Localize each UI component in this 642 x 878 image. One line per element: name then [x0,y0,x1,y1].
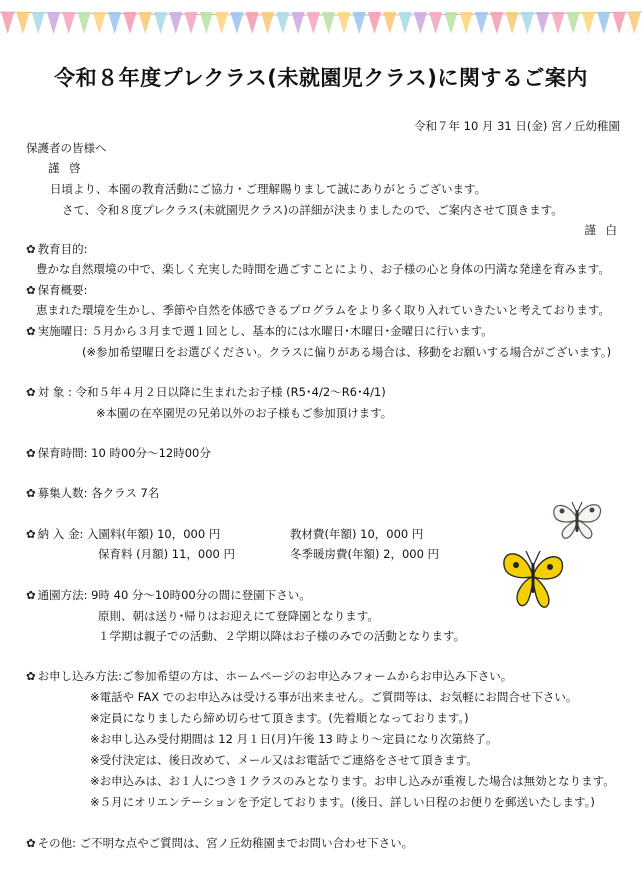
butterfly-white-icon [548,498,606,542]
flower-bullet-icon: ✿ [26,385,36,399]
overview-text: 恵まれた環境を生かし、季節や自然を体感できるプログラムをより多く取り入れていきたいと考えております。 [36,303,610,317]
bunting-pennant [291,12,304,34]
days-heading [26,323,493,339]
bunting-pennant [353,12,366,34]
flower-bullet-icon: ✿ [26,836,36,850]
capacity-label: 募集人数: [37,486,88,500]
flower-bullet-icon: ✿ [26,324,36,338]
flower-bullet-icon: ✿ [26,486,36,500]
bunting-pennant [307,12,320,34]
goal-heading [26,241,88,257]
bunting-pennant [536,12,549,34]
bunting-pennant [1,12,14,34]
bunting-pennant [32,12,45,34]
bunting-pennant [551,12,564,34]
bunting-pennant [368,12,381,34]
bunting-pennant [460,12,473,34]
bunting-pennant [567,12,580,34]
bunting-pennant [215,12,228,34]
bunting-pennant [322,12,335,34]
bunting-pennant [261,12,274,34]
bunting-pennant [169,12,182,34]
other-text: ご不明な点やご質問は、宮ノ丘幼稚園までお問い合わせ下さい。 [79,836,414,850]
capacity-text: 各クラス 7名 [91,486,160,500]
apply-note-5: ※お申込みは、お１人につき１クラスのみとなります。お申し込みが重複した場合は無効となります。 [90,774,615,788]
target-text: 令和５年４月２日以降に生まれたお子様 (R5･4/2～R6･4/1) [75,385,386,399]
apply-heading [26,668,512,684]
bunting-pennant [490,12,503,34]
flower-bullet-icon: ✿ [26,527,36,541]
butterfly-yellow-icon [500,543,568,613]
overview-label: 保育概要: [37,283,88,297]
flower-bullet-icon: ✿ [26,283,36,297]
bunting-pennant [398,12,411,34]
greeting-open: 謹 啓 [48,161,84,175]
goal-text: 豊かな自然環境の中で、楽しく充実した時間を過ごすことにより、お子様の心と身体の円満な発達を育みます。 [36,262,610,276]
flower-bullet-icon: ✿ [26,242,36,256]
fee-care: 保育料 (月額) 11，000 円 [98,547,236,561]
bunting-pennant [521,12,534,34]
bunting-pennant [123,12,136,34]
bunting-pennant [628,12,641,34]
capacity-heading [26,485,159,501]
bunting-pennant [16,12,29,34]
date-line: 令和７年 10 月 31 日(金) 宮ノ丘幼稚園 [413,119,620,133]
hours-label: 保育時間: [37,446,88,460]
fee-label: 納 入 金: [37,527,84,541]
bunting-pennant [276,12,289,34]
other-heading [26,835,413,851]
commute-text: 9時 40 分～10時00分の間に登園下さい。 [91,588,311,602]
commute-note-2: １学期は親子での活動、２学期以降はお子様のみでの活動となります。 [98,629,466,643]
days-note: (※参加希望曜日をお選びください。クラスに偏りがある場合は、移動をお願いする場合がございます。) [82,345,612,359]
bunting-pennant [77,12,90,34]
commute-label: 通園方法: [37,588,88,602]
apply-note-6: ※５月にオリエンテーションを予定しております。(後日、詳しい日程のお便りを郵送いたします。) [90,795,595,809]
bunting-pennant [337,12,350,34]
apply-note-4: ※受付決定は、後日改めて、メール又はお電話でご連絡をさせて頂きます。 [90,753,478,767]
days-text: ５月から３月まで週１回とし、基本的には水曜日･木曜日･金曜日に行います。 [91,324,493,338]
bunting-pennant [246,12,259,34]
bunting-pennant [184,12,197,34]
bunting-pennant [505,12,518,34]
bunting-pennant [429,12,442,34]
bunting-pennant [612,12,625,34]
hours-heading [26,445,211,461]
target-label: 対 象 : [37,385,72,399]
bunting-pennant [200,12,213,34]
bunting-pennant [230,12,243,34]
bunting-pennant [108,12,121,34]
commute-heading [26,587,311,603]
goal-label: 教育目的: [37,242,88,256]
other-label: その他: [37,836,77,850]
bunting-pennant [597,12,610,34]
fee-enroll: 入園料(年額) 10，000 円 [86,527,221,541]
bunting-pennant [154,12,167,34]
bunting-pennant [47,12,60,34]
intro-line-1: 日頃より、本園の教育活動にご協力・ご理解賜りまして誠にありがとうございます。 [50,182,487,196]
target-note: ※本園の在卒園児の兄弟以外のお子様もご参加頂けます。 [96,406,393,420]
apply-text: ご参加希望の方は、ホームページのお申込みフォームからお申込み下さい。 [122,669,513,683]
bunting-pennant [475,12,488,34]
flower-bullet-icon: ✿ [26,669,36,683]
greeting-close: 謹 白 [584,223,620,237]
commute-note-1: 原則、朝は送り･帰りはお迎えにて登降園となります。 [98,609,379,623]
target-heading [26,384,386,400]
apply-note-1: ※電話や FAX でのお申込みは受ける事が出来ません。ご質問等は、お気軽にお問合せ下さい。 [90,690,578,704]
fee-material: 教材費(年額) 10，000 円 [290,527,424,541]
bunting-pennant [93,12,106,34]
hours-text: 10 時00分～12時00分 [91,446,211,460]
salutation: 保護者の皆様へ [26,141,107,155]
bunting-pennant [383,12,396,34]
bunting-pennant [582,12,595,34]
bunting-pennant [444,12,457,34]
fee-heading [26,526,220,542]
page-title: 令和８年度プレクラス(未就園児クラス)に関するご案内 [54,66,588,90]
apply-label: お申し込み方法: [37,669,123,683]
apply-note-2: ※定員になりましたら締め切らせて頂きます。(先着順となっております。) [90,711,469,725]
bunting-pennant [414,12,427,34]
apply-note-3: ※お申し込み受付期間は 12 月１日(月)午後 13 時より～定員になり次第終了。 [90,732,498,746]
bunting-decoration [0,0,642,40]
flower-bullet-icon: ✿ [26,446,36,460]
bunting-pennant [62,12,75,34]
flower-bullet-icon: ✿ [26,588,36,602]
days-label: 実施曜日: [37,324,88,338]
intro-line-2: さて、令和８度プレクラス(未就園児クラス)の詳細が決まりましたので、ご案内させて頂きます。 [62,203,563,217]
bunting-pennant [139,12,152,34]
overview-heading [26,282,88,298]
fee-heating: 冬季暖房費(年額) 2，000 円 [290,547,440,561]
